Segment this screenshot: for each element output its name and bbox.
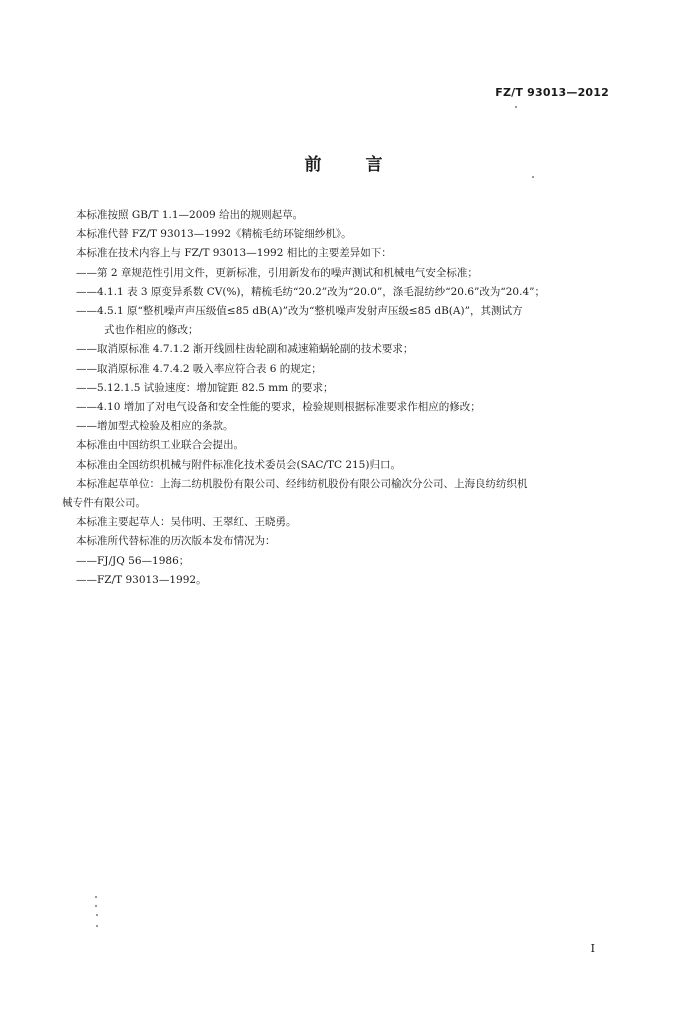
list-item: ——4.10 增加了对电气设备和安全性能的要求，检验规则根据标准要求作相应的修改； <box>76 401 481 414</box>
paragraph-line: 本标准所代替标准的历次版本发布情况为： <box>76 535 276 548</box>
paragraph-line: 本标准在技术内容上与 FZ/T 93013—1992 相比的主要差异如下： <box>76 247 392 260</box>
list-item: ——FJ/JQ 56—1986； <box>76 554 190 567</box>
scan-speck <box>96 914 98 916</box>
paragraph-line: 本标准主要起草人：吴伟明、王翠红、王晓勇。 <box>76 516 297 529</box>
paragraph-line: 本标准按照 GB/T 1.1—2009 给出的规则起草。 <box>76 209 304 221</box>
list-item: ——5.12.1.5 试验速度：增加锭距 82.5 mm 的要求； <box>76 381 334 394</box>
list-item: ——FZ/T 93013—1992。 <box>76 573 207 586</box>
scan-speck <box>95 905 97 907</box>
scan-speck <box>95 896 97 898</box>
scan-speck <box>96 925 98 927</box>
list-item: ——取消原标准 4.7.1.2 渐开线圆柱齿轮副和减速箱蜗轮副的技术要求； <box>76 343 414 356</box>
preface-body <box>62 206 622 590</box>
paragraph-line: 式也作相应的修改； <box>104 324 199 337</box>
standard-code: FZ/T 93013—2012 <box>495 86 609 99</box>
list-item: ——第 2 章规范性引用文件，更新标准，引用新发布的噪声测试和机械电气安全标准； <box>76 266 478 279</box>
scan-speck <box>515 106 517 108</box>
page-title <box>0 150 687 175</box>
list-item: ——增加型式检验及相应的条款。 <box>76 420 234 433</box>
list-item: ——取消原标准 4.7.4.2 吸入率应符合表 6 的规定； <box>76 362 322 375</box>
title-char-1: 前 <box>304 155 322 175</box>
scan-speck <box>532 176 534 178</box>
paragraph-line: 本标准由全国纺织机械与附件标准化技术委员会(SAC/TC 215)归口。 <box>76 458 401 471</box>
paragraph-line: 本标准起草单位：上海二纺机股份有限公司、经纬纺机股份有限公司榆次分公司、上海良纺纺织机 <box>76 477 528 490</box>
list-item: ——4.5.1 原“整机噪声声压级值≤85 dB(A)”改为“整机噪声发射声压级≤85 dB(A)”，其测试方 <box>76 305 523 318</box>
paragraph-line: 械专件有限公司。 <box>62 497 146 510</box>
paragraph-line: 本标准代替 FZ/T 93013—1992《精梳毛纺环锭细纱机》。 <box>76 228 352 241</box>
title-char-2: 言 <box>365 155 383 175</box>
list-item: ——4.1.1 表 3 原变异系数 CV(%)，精梳毛纺“20.2”改为“20.0”，涤毛混纺纱“20.6”改为“20.4”； <box>76 285 545 298</box>
paragraph-line: 本标准由中国纺织工业联合会提出。 <box>76 439 244 452</box>
page-number: I <box>590 942 595 955</box>
